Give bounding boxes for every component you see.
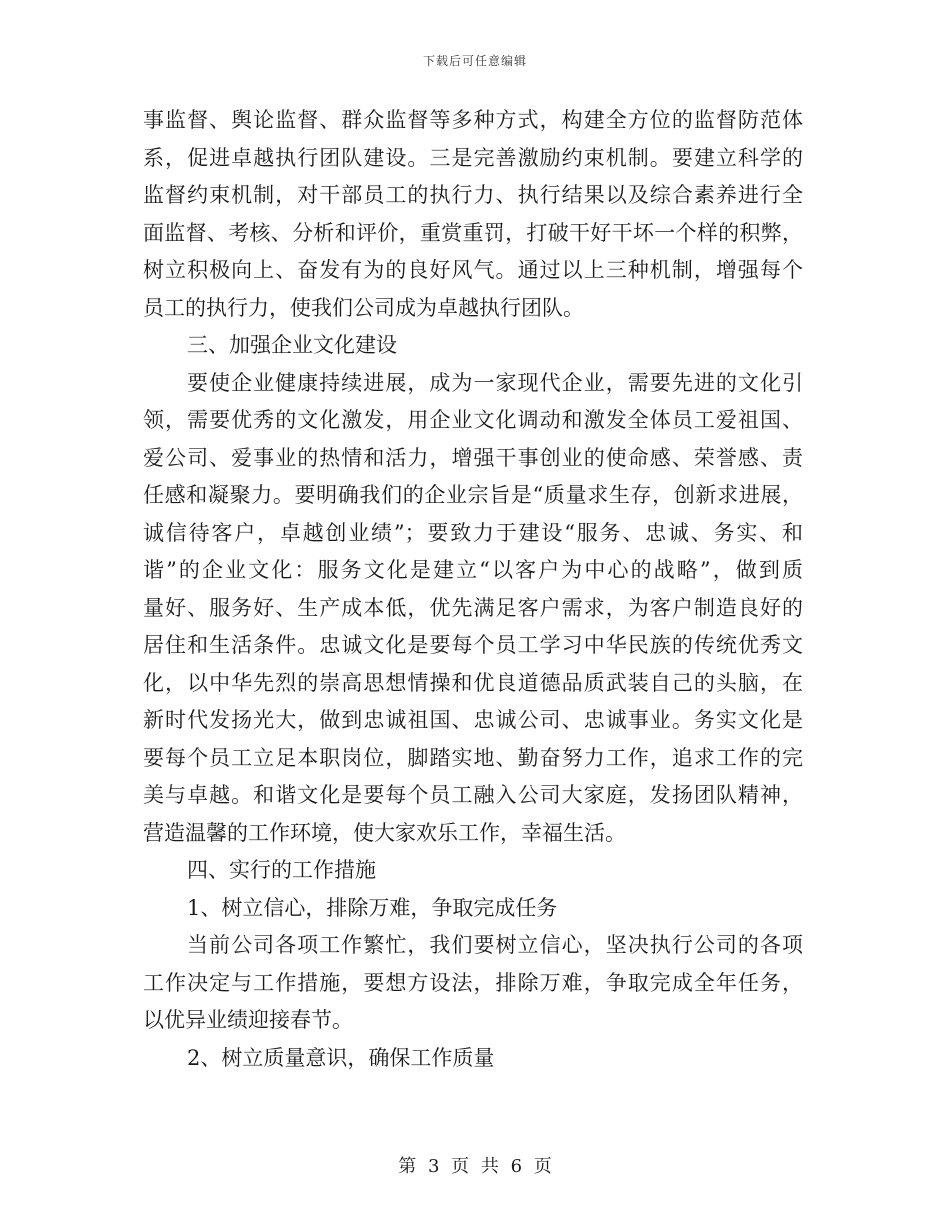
section-heading: 四、实行的工作措施 — [187, 858, 376, 882]
text-line: 爱公司、爱事业的热情和活力，增强干事创业的使命感、荣誉感、责 — [143, 445, 803, 470]
text-line: 任感和凝聚力。要明确我们的企业宗旨是“质量求生存，创新求进展， — [143, 483, 803, 507]
text-line: 工作决定与工作措施，要想方设法，排除万难，争取完成全年任务， — [143, 970, 803, 995]
text-line: 量好、服务好、生产成本低，优先满足客户需求，为客户制造良好的 — [143, 595, 803, 620]
page-header-note: 下载后可任意编辑 — [422, 54, 527, 68]
text-line: 营造温馨的工作环境，使大家欢乐工作，幸福生活。 — [143, 820, 626, 845]
text-line: 诚信待客户，卓越创业绩”；要致力于建设“服务、忠诚、务实、和 — [143, 520, 803, 545]
text-line: 员工的执行力，使我们公司成为卓越执行团队。 — [143, 295, 584, 320]
document-body — [143, 102, 803, 1077]
text-line: 事监督、舆论监督、群众监督等多种方式，构建全方位的监督防范体 — [143, 108, 803, 132]
text-line: 领，需要优秀的文化激发，用企业文化调动和激发全体员工爱祖国、 — [143, 408, 803, 432]
subsection-heading: 1、树立信心，排除万难，争取完成任务 — [187, 895, 558, 920]
page-number-footer: 第 3 页 共 6 页 — [398, 1156, 552, 1177]
text-line: 居住和生活条件。忠诚文化是要每个员工学习中华民族的传统优秀文 — [143, 633, 803, 657]
subsection-heading: 2、树立质量意识，确保工作质量 — [187, 1045, 495, 1070]
text-line: 以优异业绩迎接春节。 — [143, 1008, 353, 1032]
text-line: 要使企业健康持续进展，成为一家现代企业，需要先进的文化引 — [187, 370, 803, 395]
text-line: 化，以中华先烈的崇高思想情操和优良道德品质武装自己的头脑，在 — [143, 670, 803, 695]
section-heading: 三、加强企业文化建设 — [187, 333, 397, 357]
text-line: 要每个员工立足本职岗位，脚踏实地、勤奋努力工作，追求工作的完 — [143, 745, 803, 770]
text-line: 美与卓越。和谐文化是要每个员工融入公司大家庭，发扬团队精神， — [143, 783, 803, 807]
text-line: 新时代发扬光大，做到忠诚祖国、忠诚公司、忠诚事业。务实文化是 — [143, 708, 803, 732]
text-line: 面监督、考核、分析和评价，重赏重罚，打破干好干坏一个样的积弊， — [143, 220, 803, 245]
text-line: 树立积极向上、奋发有为的良好风气。通过以上三种机制，增强每个 — [143, 258, 803, 282]
text-line: 谐”的企业文化：服务文化是建立“以客户为中心的战略”，做到质 — [143, 558, 803, 582]
text-line: 监督约束机制，对干部员工的执行力、执行结果以及综合素养进行全 — [143, 183, 803, 207]
text-line: 系，促进卓越执行团队建设。三是完善激励约束机制。要建立科学的 — [143, 145, 803, 170]
text-line: 当前公司各项工作繁忙，我们要树立信心，坚决执行公司的各项 — [187, 933, 803, 957]
